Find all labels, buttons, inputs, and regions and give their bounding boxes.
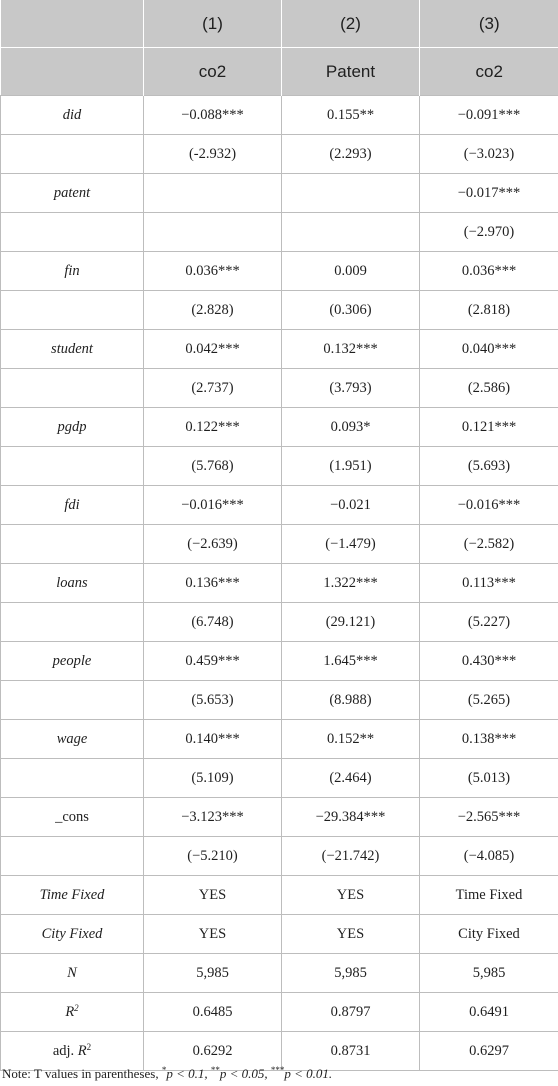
table-row	[1, 447, 558, 486]
col-number-3: (3)	[420, 0, 558, 48]
table-cell: City Fixed	[420, 915, 558, 954]
table-row	[1, 252, 558, 291]
row-label: fin	[1, 252, 144, 291]
table-row-r2	[1, 993, 558, 1032]
table-cell: 0.132***	[282, 330, 420, 369]
row-label-r2	[1, 993, 144, 1032]
table-cell: (−2.582)	[420, 525, 558, 564]
table-cell	[282, 213, 420, 252]
table-row	[1, 720, 558, 759]
table-cell: 0.6292	[144, 1032, 282, 1071]
table-cell: (2.737)	[144, 369, 282, 408]
row-label: wage	[1, 720, 144, 759]
table-cell: 0.140***	[144, 720, 282, 759]
table-cell: −29.384***	[282, 798, 420, 837]
table-cell: (1.951)	[282, 447, 420, 486]
table-cell: −3.123***	[144, 798, 282, 837]
table-cell: 0.036***	[144, 252, 282, 291]
table-cell: 0.136***	[144, 564, 282, 603]
table-cell	[282, 174, 420, 213]
r2-exponent: 2	[74, 1002, 79, 1013]
table-row	[1, 759, 558, 798]
row-label: patent	[1, 174, 144, 213]
table-cell: (5.768)	[144, 447, 282, 486]
table-cell: (−2.639)	[144, 525, 282, 564]
note-lead: Note: T values in parentheses,	[2, 1066, 162, 1081]
table-cell: 0.8797	[282, 993, 420, 1032]
table-cell: 0.6485	[144, 993, 282, 1032]
table-cell: 0.093*	[282, 408, 420, 447]
adj-prefix: adj.	[52, 1042, 78, 1059]
row-label: loans	[1, 564, 144, 603]
table-row	[1, 525, 558, 564]
table-body	[1, 96, 558, 1071]
table-row	[1, 837, 558, 876]
depvar-1: co2	[144, 48, 282, 96]
table-cell: 0.113***	[420, 564, 558, 603]
table-cell: −0.016***	[144, 486, 282, 525]
note-p3: p < 0.01.	[284, 1066, 333, 1081]
table-cell: 5,985	[420, 954, 558, 993]
table-row	[1, 798, 558, 837]
row-label	[1, 603, 144, 642]
note-star-3: ***	[270, 1065, 285, 1075]
depvar-3: co2	[420, 48, 558, 96]
row-label	[1, 681, 144, 720]
table-cell: (29.121)	[282, 603, 420, 642]
header-row-numbers	[1, 0, 558, 48]
table-cell: (−21.742)	[282, 837, 420, 876]
row-label	[1, 213, 144, 252]
table-cell: 0.122***	[144, 408, 282, 447]
note-p1: p < 0.1,	[166, 1066, 211, 1081]
table-cell: −2.565***	[420, 798, 558, 837]
table-cell: (-2.932)	[144, 135, 282, 174]
header-corner	[1, 48, 144, 96]
table-cell: (6.748)	[144, 603, 282, 642]
table-cell	[144, 213, 282, 252]
table-cell: YES	[144, 915, 282, 954]
row-label: fdi	[1, 486, 144, 525]
table-cell: 0.138***	[420, 720, 558, 759]
table-row	[1, 915, 558, 954]
table-cell: (5.265)	[420, 681, 558, 720]
table-cell: (5.693)	[420, 447, 558, 486]
table-cell: −0.017***	[420, 174, 558, 213]
table-cell: YES	[282, 915, 420, 954]
row-label: student	[1, 330, 144, 369]
table-cell: 1.645***	[282, 642, 420, 681]
table-cell: 0.009	[282, 252, 420, 291]
table-cell: (5.653)	[144, 681, 282, 720]
table-cell: (0.306)	[282, 291, 420, 330]
table-note	[2, 1066, 332, 1082]
table-row	[1, 681, 558, 720]
table-cell: (2.293)	[282, 135, 420, 174]
table-cell: −0.088***	[144, 96, 282, 135]
table-cell: 5,985	[282, 954, 420, 993]
table-cell: YES	[144, 876, 282, 915]
table-row	[1, 486, 558, 525]
table-cell: (2.586)	[420, 369, 558, 408]
table-cell: 0.040***	[420, 330, 558, 369]
table-cell: Time Fixed	[420, 876, 558, 915]
depvar-2: Patent	[282, 48, 420, 96]
table-row	[1, 135, 558, 174]
table-row	[1, 291, 558, 330]
table-row	[1, 330, 558, 369]
table-cell: (−2.970)	[420, 213, 558, 252]
table-cell: (5.109)	[144, 759, 282, 798]
table-cell: (2.464)	[282, 759, 420, 798]
table-cell: 0.459***	[144, 642, 282, 681]
table-cell: −0.016***	[420, 486, 558, 525]
row-label	[1, 447, 144, 486]
table-header	[1, 0, 558, 96]
row-label	[1, 135, 144, 174]
row-label	[1, 837, 144, 876]
table-cell: (5.227)	[420, 603, 558, 642]
table-cell: (2.818)	[420, 291, 558, 330]
table-cell: 0.6491	[420, 993, 558, 1032]
table-cell: 0.430***	[420, 642, 558, 681]
table-row	[1, 408, 558, 447]
row-label: _cons	[1, 798, 144, 837]
table-cell: −0.091***	[420, 96, 558, 135]
table-cell: −0.021	[282, 486, 420, 525]
table-row	[1, 174, 558, 213]
table-cell: (−5.210)	[144, 837, 282, 876]
table-cell: (−3.023)	[420, 135, 558, 174]
table-cell: YES	[282, 876, 420, 915]
table-cell: 0.121***	[420, 408, 558, 447]
table-row	[1, 96, 558, 135]
row-label	[1, 525, 144, 564]
header-corner	[1, 0, 144, 48]
note-star-1: *	[161, 1065, 167, 1075]
table-cell: 0.6297	[420, 1032, 558, 1071]
table-cell: (−1.479)	[282, 525, 420, 564]
row-label: pgdp	[1, 408, 144, 447]
row-label	[1, 759, 144, 798]
table-cell: 0.042***	[144, 330, 282, 369]
table-cell: (3.793)	[282, 369, 420, 408]
row-label-adj-r2	[1, 1032, 144, 1071]
table-cell: 1.322***	[282, 564, 420, 603]
row-label: Time Fixed	[1, 876, 144, 915]
row-label: did	[1, 96, 144, 135]
adj-r2-symbol: R	[77, 1042, 87, 1059]
adj-r2-exponent: 2	[86, 1041, 92, 1052]
table-row	[1, 369, 558, 408]
row-label: people	[1, 642, 144, 681]
table-cell: 5,985	[144, 954, 282, 993]
table-cell: (−4.085)	[420, 837, 558, 876]
table-cell: 0.155**	[282, 96, 420, 135]
r2-symbol: R	[65, 1003, 75, 1020]
table-cell: 0.152**	[282, 720, 420, 759]
row-label	[1, 291, 144, 330]
col-number-1: (1)	[144, 0, 282, 48]
col-number-2: (2)	[282, 0, 420, 48]
table-row	[1, 876, 558, 915]
table-cell: (8.988)	[282, 681, 420, 720]
table-cell: (2.828)	[144, 291, 282, 330]
note-star-2: **	[210, 1065, 220, 1075]
header-row-depvars	[1, 48, 558, 96]
table-row	[1, 642, 558, 681]
table-cell: 0.8731	[282, 1032, 420, 1071]
table-cell	[144, 174, 282, 213]
table-row	[1, 213, 558, 252]
row-label: N	[1, 954, 144, 993]
table-row	[1, 603, 558, 642]
row-label: City Fixed	[1, 915, 144, 954]
row-label	[1, 369, 144, 408]
table-cell: 0.036***	[420, 252, 558, 291]
note-p2: p < 0.05,	[219, 1066, 271, 1081]
table-row	[1, 564, 558, 603]
table-cell: (5.013)	[420, 759, 558, 798]
table-row	[1, 954, 558, 993]
